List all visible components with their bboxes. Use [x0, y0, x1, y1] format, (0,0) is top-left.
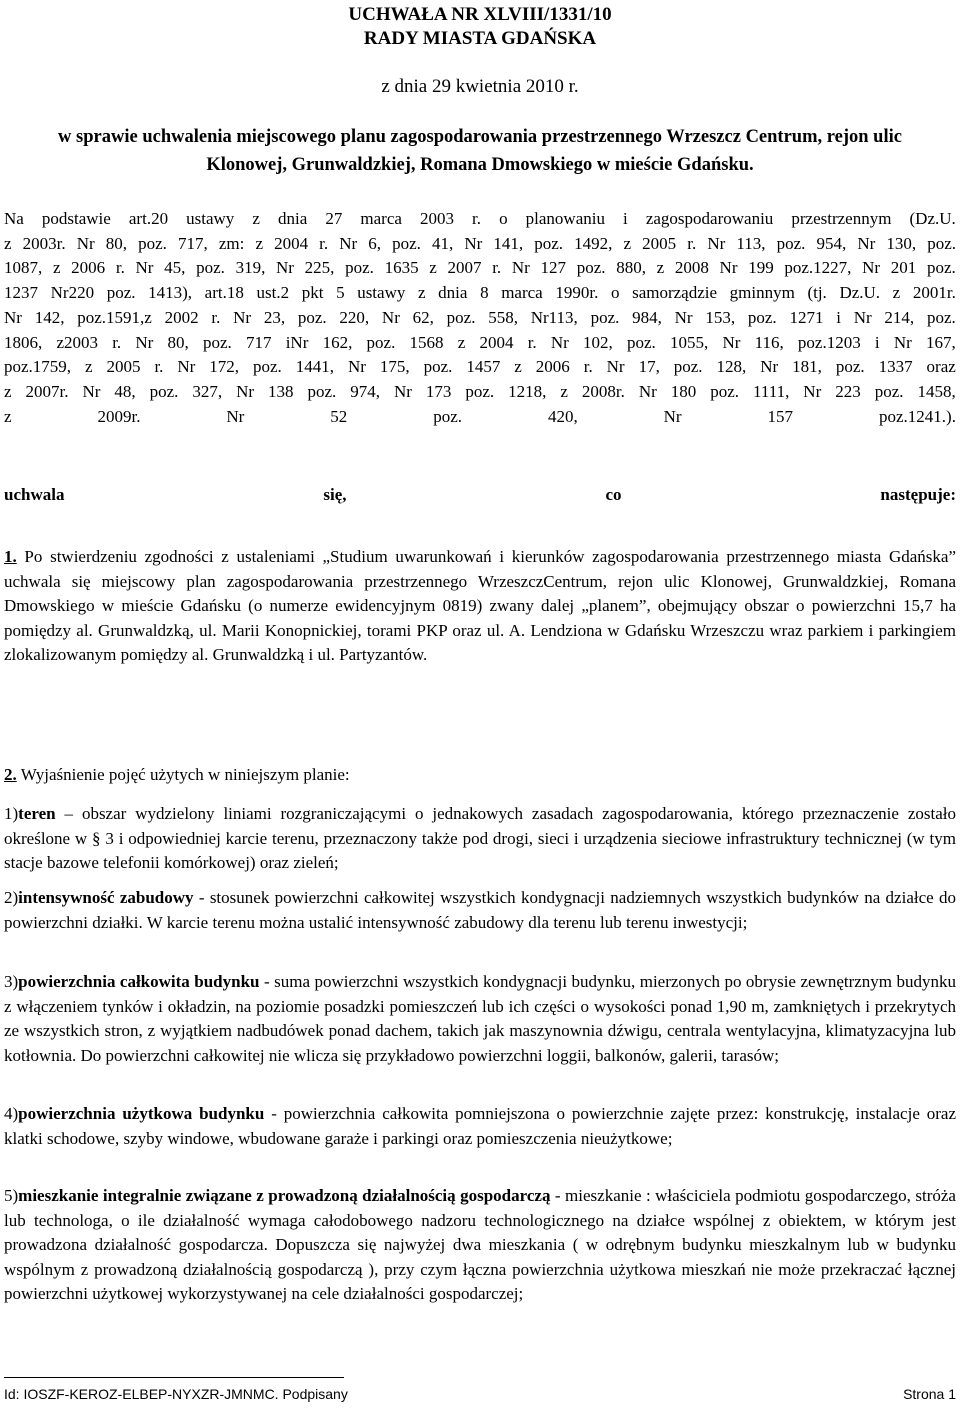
legal-basis-word: Nr — [674, 307, 693, 327]
definition-text: - powierzchnia całkowita pomniejszona o powierzchnie zajęte przez: konstrukcję, instalacje oraz klatki schodowe, szyby windowe, wbudowane garaże i parkingi oraz pomieszczenia nieużytkowe; — [4, 1104, 956, 1148]
legal-basis-word: art.20 — [128, 209, 169, 228]
legal-basis-word: 1271 — [789, 307, 824, 327]
legal-basis-word: 17, — [638, 357, 660, 377]
legal-basis-word: 1568 — [409, 332, 444, 352]
legal-basis-word: Nr — [464, 233, 483, 253]
legal-basis-word: z — [623, 233, 632, 253]
legal-basis-word: z — [4, 233, 12, 253]
legal-basis-word: poz.1241.). — [878, 406, 956, 426]
legal-basis-word: ust.2 — [256, 283, 290, 303]
legal-basis-word: poz. — [149, 381, 179, 401]
legal-basis-word: 128, — [716, 357, 747, 377]
legal-basis-word: Nr — [393, 381, 412, 401]
legal-basis-word: poz. — [366, 332, 396, 352]
legal-basis-word: poz. — [253, 357, 282, 377]
legal-basis-word: z — [85, 357, 93, 377]
legal-basis-word: 327, — [192, 381, 223, 401]
legal-basis-line — [4, 208, 956, 230]
legal-basis-word: 2006 — [71, 258, 106, 278]
legal-basis-line — [4, 356, 956, 378]
definition-term: powierzchnia użytkowa budynku — [18, 1104, 265, 1123]
legal-basis-line — [4, 332, 956, 354]
subject-line-2: Klonowej, Grunwaldzkiej, Romana Dmowskiego w mieście Gdańsku. — [206, 155, 754, 175]
legal-basis-word: 1218, — [508, 381, 547, 401]
legal-basis-word: dnia — [438, 283, 468, 303]
definition-number: 5) — [4, 1186, 19, 1205]
legal-basis-word: pkt — [301, 283, 324, 303]
legal-basis-word: 127 — [540, 258, 567, 278]
legal-basis-word: Nr — [276, 258, 294, 278]
legal-basis-word: 80, — [105, 233, 128, 253]
legal-basis-word: ustawy — [357, 283, 406, 303]
definition-5 — [4, 1184, 956, 1307]
legal-basis-word: poz.1227, — [784, 258, 852, 278]
section-number: 1. — [4, 547, 17, 566]
legal-basis-word: r. — [527, 332, 537, 352]
legal-basis-word: 1457 — [466, 357, 501, 377]
legal-basis-word: ustawy — [186, 209, 235, 228]
legal-basis-word: z2003 — [56, 332, 98, 352]
legal-basis-word: 984, — [632, 307, 662, 327]
legal-basis-word: 167, — [926, 332, 956, 352]
legal-basis-word: r. — [115, 258, 125, 278]
legal-basis-word: 102, — [583, 332, 613, 352]
legal-basis-line — [4, 233, 956, 255]
legal-basis-word: 2001r. — [912, 283, 956, 303]
legal-basis-word: gminnym — [729, 283, 795, 303]
legal-basis-word: 8 — [480, 283, 489, 303]
resolves-word-2: się, — [323, 485, 347, 504]
legal-basis-line — [4, 307, 956, 329]
resolves-word-3: co — [605, 485, 622, 504]
legal-basis-word: poz. — [106, 283, 136, 303]
legal-basis-word: 2003r. — [22, 233, 66, 253]
section-2-heading — [4, 765, 350, 785]
legal-basis-word: z — [892, 283, 901, 303]
legal-basis-word: Nr — [719, 258, 738, 278]
legal-basis-word: poz. — [345, 258, 374, 278]
legal-basis-word: poz. — [433, 406, 463, 426]
legal-basis-word: (tj. — [807, 283, 827, 303]
legal-basis-word: z — [4, 381, 12, 401]
legal-basis-word: Nr — [862, 258, 881, 278]
legal-basis-word: 142, — [34, 307, 65, 327]
legal-basis-word: Nr — [857, 233, 876, 253]
legal-basis-word: Nr — [135, 332, 154, 352]
legal-basis-word: Nr — [233, 307, 252, 327]
legal-basis-word: 558, — [488, 307, 518, 327]
legal-basis-word: 62, — [412, 307, 434, 327]
subject-line-1: w sprawie uchwalenia miejscowego planu zagospodarowania przestrzennego Wrzeszcz Centrum, rejon ulic — [58, 127, 902, 147]
legal-basis-word: 1990r. — [555, 283, 599, 303]
legal-basis-word: 2008 — [674, 258, 709, 278]
legal-basis-word: iNr — [285, 332, 309, 352]
legal-basis-word: z — [417, 283, 426, 303]
legal-basis-word: poz. — [927, 233, 956, 253]
legal-basis-word: poz. — [776, 233, 806, 253]
legal-basis-word: poz. — [926, 258, 956, 278]
legal-basis-word: r. — [154, 357, 164, 377]
legal-basis-word: Nr — [4, 307, 22, 327]
legal-basis-line — [4, 381, 956, 403]
legal-basis-word: r. — [319, 233, 329, 253]
legal-basis-word: dnia — [277, 209, 308, 228]
legal-basis-word: poz. — [423, 357, 453, 377]
legal-basis-word: 2004 — [274, 233, 309, 253]
legal-basis-word: poz. — [392, 233, 421, 253]
legal-basis-word: podstawie — [41, 209, 111, 228]
legal-basis-word: 1441, — [295, 357, 334, 377]
definition-2 — [4, 886, 956, 935]
legal-basis-word: z — [255, 233, 263, 253]
legal-basis-word: Nr — [82, 381, 101, 401]
legal-basis-word: Nr — [760, 357, 779, 377]
legal-basis-word: z — [429, 258, 437, 278]
legal-basis-word: 2007r. — [25, 381, 69, 401]
legal-basis-word: zm: — [218, 233, 245, 253]
legal-basis-word: r. — [112, 332, 122, 352]
legal-basis-word: Nr — [76, 233, 95, 253]
footer — [4, 1386, 956, 1402]
legal-basis-word: poz. — [673, 357, 703, 377]
footer-divider — [4, 1377, 344, 1378]
legal-basis-word: 2007 — [447, 258, 482, 278]
resolves-word-1: uchwala — [4, 485, 65, 504]
legal-basis-word: 141, — [493, 233, 524, 253]
legal-basis-word: Nr — [226, 406, 245, 426]
legal-basis-word: 130, — [886, 233, 917, 253]
resolves-clause — [4, 485, 956, 505]
legal-basis-word: 2009r. — [97, 406, 141, 426]
legal-basis-word: 199 — [748, 258, 774, 278]
legal-basis-word: 880, — [616, 258, 646, 278]
legal-basis-word: 113, — [736, 233, 766, 253]
legal-basis-word: poz. — [835, 357, 865, 377]
legal-basis-word: 1087, — [4, 258, 43, 278]
legal-basis-word: marca — [360, 209, 402, 228]
legal-basis-word: 2005 — [642, 233, 677, 253]
legal-basis-word: Nr220 — [50, 283, 95, 303]
definition-number: 1) — [4, 804, 19, 823]
legal-basis-word: 173 — [425, 381, 452, 401]
legal-basis-word: r. — [583, 357, 593, 377]
legal-basis-word: oraz — [926, 357, 956, 377]
legal-basis-word: 2003 — [419, 209, 454, 228]
resolution-date: z dnia 29 kwietnia 2010 r. — [381, 76, 579, 97]
legal-basis-word: marca — [501, 283, 543, 303]
legal-basis-word: 420, — [547, 406, 578, 426]
section-1 — [4, 545, 956, 668]
legal-basis-word: 214, — [884, 307, 915, 327]
legal-basis-word: art.18 — [204, 283, 244, 303]
legal-basis-line — [4, 257, 956, 279]
legal-basis-word: Nr — [663, 406, 682, 426]
definition-3 — [4, 970, 956, 1068]
legal-basis-word: poz. — [874, 381, 904, 401]
legal-basis-word: z — [514, 357, 522, 377]
section-2-title: Wyjaśnienie pojęć użytych w niniejszym planie: — [16, 765, 350, 784]
legal-basis-word: Nr — [606, 357, 625, 377]
legal-basis-word: z — [252, 209, 260, 228]
legal-basis-word: z — [457, 332, 466, 352]
legal-basis-word: Na — [4, 209, 24, 228]
definition-term: mieszkanie integralnie związane z prowadzoną działalnością gospodarczą — [18, 1186, 551, 1205]
legal-basis-word: samorządzie — [632, 283, 718, 303]
legal-basis-word: 1055, — [669, 332, 709, 352]
legal-basis-word: Nr — [550, 332, 569, 352]
legal-basis-word: Nr — [707, 233, 726, 253]
legal-basis-word: 717 — [246, 332, 272, 352]
legal-basis-word: r. — [211, 307, 221, 327]
definition-number: 4) — [4, 1104, 19, 1123]
legal-basis-line — [4, 282, 956, 304]
legal-basis-word: 974, — [350, 381, 380, 401]
document-id: Id: IOSZF-KEROZ-ELBEP-NYXZR-JMNMC. Podpisany — [4, 1386, 348, 1402]
legal-basis-word: 41, — [432, 233, 454, 253]
legal-basis-word: o — [610, 283, 620, 303]
legal-basis-word: i — [623, 209, 628, 228]
legal-basis-word: 225, — [304, 258, 335, 278]
legal-basis-word: 2005 — [106, 357, 141, 377]
definition-4 — [4, 1102, 956, 1151]
definition-1 — [4, 802, 956, 876]
legal-basis-word: 2006 — [535, 357, 570, 377]
legal-basis-word: poz. — [297, 307, 327, 327]
legal-basis-word: r. — [687, 233, 697, 253]
legal-basis-word: z — [560, 381, 568, 401]
legal-basis-word: Nr — [638, 381, 657, 401]
legal-basis-word: 6, — [368, 233, 382, 253]
legal-basis-word: 1458, — [917, 381, 956, 401]
legal-basis-word: 220, — [339, 307, 370, 327]
legal-basis-word: 1635 — [384, 258, 419, 278]
definition-number: 2) — [4, 888, 19, 907]
legal-basis-word: poz. — [196, 258, 225, 278]
legal-basis-word: 80, — [167, 332, 189, 352]
legal-basis-word: 181, — [792, 357, 822, 377]
legal-basis-word: i — [874, 332, 880, 352]
legal-basis-word: poz. — [307, 381, 337, 401]
legal-basis-word: poz. — [747, 307, 777, 327]
legal-basis-word: 1337 — [878, 357, 913, 377]
legal-basis-word: 116, — [754, 332, 784, 352]
legal-basis-word: 223 — [835, 381, 861, 401]
resolves-word-4: następuje: — [880, 485, 956, 504]
legal-basis-word: poz. — [576, 258, 606, 278]
legal-basis-word: poz.1203 — [797, 332, 861, 352]
legal-basis-word: 162, — [322, 332, 353, 352]
legal-basis-word: Nr — [853, 307, 872, 327]
legal-basis-word: 2008r. — [581, 381, 625, 401]
section-number: 2. — [4, 765, 17, 784]
legal-basis-word: i — [836, 307, 841, 327]
legal-basis-word: z — [4, 406, 12, 426]
legal-basis-word: 180 — [670, 381, 697, 401]
legal-basis-word: Nr — [803, 381, 822, 401]
legal-basis-word: 172, — [209, 357, 240, 377]
legal-basis-word: 319, — [235, 258, 266, 278]
legal-basis-word: z — [52, 258, 61, 278]
legal-basis-word: 2002 — [164, 307, 199, 327]
legal-basis-word: Nr113, — [530, 307, 578, 327]
legal-basis-word: zagospodarowaniu — [645, 209, 774, 228]
legal-basis-word: 153, — [705, 307, 736, 327]
definition-text: – obszar wydzielony liniami rozgraniczającymi o jednakowych zasadach zagospodarowania, którego przeznaczenie zostało określone w § 3 i odpowiedniej karcie terenu, przeznaczony także pod drogi, sieci i urządzenia sieciowe infrastruktury technicznej (w tym stacje bazowe telefonii komórkowej) oraz zieleń; — [4, 804, 956, 873]
definition-term: powierzchnia całkowita budynku — [18, 972, 260, 991]
section-1-text: Po stwierdzeniu zgodności z ustaleniami „Studium uwarunkowań i kierunków zagospodarowania przestrzennego miasta Gdańska” uchwala się miejscowy plan zagospodarowania przestrzennego WrzeszczCentrum, rejon ulic Klonowej, Grunwaldzkiej, Romana Dmowskiego w mieście Gdańsku (o numerze ewidencyjnym 0819) zwany dalej „planem”, obejmujący obszar o powierzchni 15,7 ha pomiędzy al. Grunwaldzką, ul. Marii Konopnickiej, torami PKP oraz ul. A. Lendziona w Gdańsku Wrzeszczu wraz parkiem i parkingiem zlokalizowanym pomiędzy al. Grunwaldzką i ul. Partyzantów. — [4, 547, 956, 665]
council-name: RADY MIASTA GDAŃSKA — [363, 28, 597, 49]
legal-basis-word: 717, — [178, 233, 208, 253]
legal-basis-word: 201 — [890, 258, 917, 278]
legal-basis-word: poz. — [926, 307, 956, 327]
legal-basis-word: poz. — [710, 381, 739, 401]
legal-basis-word: poz.1759, — [4, 357, 72, 377]
legal-basis-word: poz. — [138, 233, 167, 253]
legal-basis-word: z — [656, 258, 665, 278]
legal-basis-word: 175, — [379, 357, 410, 377]
legal-basis-word: 23, — [263, 307, 286, 327]
legal-basis-word: r. — [492, 258, 502, 278]
legal-basis-word: poz.1591,z — [77, 307, 152, 327]
legal-basis-word: 954, — [816, 233, 847, 253]
legal-basis-word: poz. — [590, 307, 620, 327]
legal-basis-word: 1806, — [4, 332, 43, 352]
legal-basis-word: Nr — [347, 357, 366, 377]
legal-basis-word: 45, — [164, 258, 186, 278]
legal-basis-word: Nr — [381, 307, 400, 327]
legal-basis-word: (Dz.U. — [909, 209, 956, 228]
definition-text: - suma powierzchni wszystkich kondygnacji budynku, mierzonych po obrysie zewnętrznym budynku z włączeniem tynków i okładzin, na poziomie posadzki pomieszczeń lub ich części o wysokości ponad 1,90 m, zamkniętych i przekrytych ze wszystkich stron, z wyjątkiem nadbudówek ponad dachem, takich jak maszynownia dźwigu, centrala wentylacyjna, klimatyzacyjna lub kotłownia. Do powierzchni całkowitej nie wlicza się przykładowo powierzchni loggii, balkonów, galerii, tarasów; — [4, 972, 956, 1065]
resolution-number: UCHWAŁA NR XLVIII/1331/10 — [348, 4, 612, 25]
legal-basis-word: o — [499, 209, 508, 228]
legal-basis-word: planowaniu — [525, 209, 605, 228]
legal-basis-word: r. — [472, 209, 482, 228]
definition-term: teren — [18, 804, 56, 823]
legal-basis-word: poz. — [446, 307, 476, 327]
legal-basis-word: 157 — [767, 406, 794, 426]
legal-basis-word: Nr — [236, 381, 255, 401]
legal-basis-word: Dz.U. — [839, 283, 881, 303]
legal-basis-word: Nr — [722, 332, 741, 352]
legal-basis-word: 2004 — [479, 332, 514, 352]
page-number: Strona 1 — [903, 1386, 956, 1402]
definition-text: - mieszkanie : właściciela podmiotu gospodarczego, stróża lub technologa, o ile działalność wymaga całodobowego nadzoru technologicznego na działce wspólnej z obiektem, w którym jest prowadzona działalność gospodarcza. Dopuszcza się najwyżej dwa mieszkania ( w odrębnym budynku mieszkalnym lub w budynku wspólnym z prowadzoną działalnością gospodarczą ), przy czym łączna powierzchnia użytkowa mieszkań nie może przekraczać łącznej powierzchni użytkowej wykorzystywanej na cele działalności gospodarczej; — [4, 1186, 956, 1304]
legal-basis-word: 1492, — [574, 233, 613, 253]
legal-basis-word: 1413), — [148, 283, 193, 303]
legal-basis-line — [4, 406, 956, 428]
legal-basis-word: Nr — [893, 332, 912, 352]
legal-basis-word: poz. — [626, 332, 656, 352]
legal-basis-word: 27 — [325, 209, 343, 228]
legal-basis-word: 1237 — [4, 283, 38, 303]
legal-basis-word: 1111, — [752, 381, 790, 401]
legal-basis-word: poz. — [203, 332, 232, 352]
legal-basis-word: Nr — [339, 233, 358, 253]
legal-basis-word: Nr — [511, 258, 530, 278]
legal-basis-word: 5 — [336, 283, 345, 303]
legal-basis-word: poz. — [534, 233, 564, 253]
legal-basis-word: Nr — [135, 258, 154, 278]
legal-basis-word: poz. — [465, 381, 495, 401]
legal-basis-word: przestrzennym — [791, 209, 892, 228]
definition-number: 3) — [4, 972, 19, 991]
definition-text: - stosunek powierzchni całkowitej wszystkich kondygnacji nadziemnych wszystkich budynków na działce do powierzchni działki. W karcie terenu można ustalić intensywność zabudowy dla terenu lub terenu inwestycji; — [4, 888, 956, 932]
legal-basis-word: 52 — [330, 406, 348, 426]
legal-basis-word: 48, — [114, 381, 136, 401]
legal-basis-word: 138 — [268, 381, 294, 401]
definition-term: intensywność zabudowy — [18, 888, 194, 907]
legal-basis-word: Nr — [177, 357, 196, 377]
